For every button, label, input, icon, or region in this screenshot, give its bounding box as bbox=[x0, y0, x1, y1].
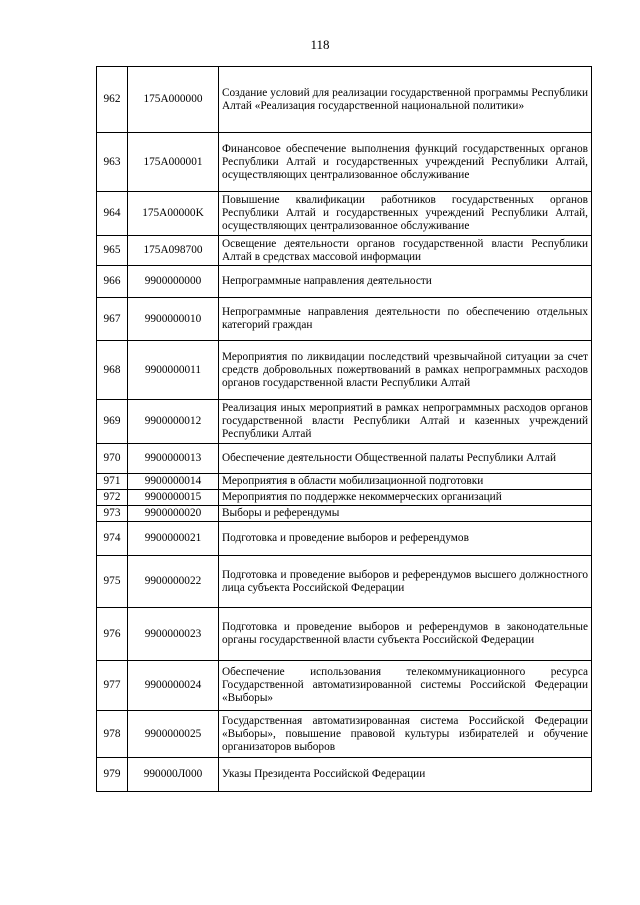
table-row bbox=[97, 341, 592, 400]
row-code: 9900000023 bbox=[128, 608, 219, 661]
budget-codes-table-body bbox=[97, 67, 592, 792]
row-code: 9900000011 bbox=[128, 341, 219, 400]
row-number: 969 bbox=[97, 400, 128, 444]
row-code: 9900000022 bbox=[128, 556, 219, 608]
row-code: 9900000025 bbox=[128, 711, 219, 758]
row-number: 970 bbox=[97, 444, 128, 474]
row-number: 965 bbox=[97, 236, 128, 266]
row-code: 9900000024 bbox=[128, 661, 219, 711]
row-number: 978 bbox=[97, 711, 128, 758]
row-number: 968 bbox=[97, 341, 128, 400]
row-name: Мероприятия по ликвидации последствий чрезвычайной ситуации за счет средств добровольных пожертвований в рамках непрограммных расходов органов государственной власти Республики Алтай bbox=[219, 341, 592, 400]
row-name: Государственная автоматизированная система Российской Федерации «Выборы», повышение правовой культуры избирателей и обучение организаторов выборов bbox=[219, 711, 592, 758]
row-code: 9900000010 bbox=[128, 298, 219, 341]
row-name: Подготовка и проведение выборов и референдумов в законодательные органы государственной власти субъекта Российской Федерации bbox=[219, 608, 592, 661]
row-name: Обеспечение деятельности Общественной палаты Республики Алтай bbox=[219, 444, 592, 474]
row-code: 9900000014 bbox=[128, 474, 219, 490]
row-code: 9900000020 bbox=[128, 506, 219, 522]
row-code: 175A000000 bbox=[128, 67, 219, 133]
row-name: Подготовка и проведение выборов и референдумов bbox=[219, 522, 592, 556]
row-code: 990000Л000 bbox=[128, 758, 219, 792]
row-number: 975 bbox=[97, 556, 128, 608]
budget-codes-table bbox=[96, 66, 592, 792]
row-number: 966 bbox=[97, 266, 128, 298]
row-name: Указы Президента Российской Федерации bbox=[219, 758, 592, 792]
row-number: 964 bbox=[97, 192, 128, 236]
row-name: Выборы и референдумы bbox=[219, 506, 592, 522]
table-row bbox=[97, 522, 592, 556]
row-name: Непрограммные направления деятельности по обеспечению отдельных категорий граждан bbox=[219, 298, 592, 341]
row-number: 962 bbox=[97, 67, 128, 133]
row-name: Повышение квалификации работников государственных органов Республики Алтай и государственных учреждений Республики Алтай, осуществляющих централизованное обслуживание bbox=[219, 192, 592, 236]
table-row bbox=[97, 192, 592, 236]
row-number: 977 bbox=[97, 661, 128, 711]
page-number: 118 bbox=[310, 37, 330, 52]
table-row bbox=[97, 758, 592, 792]
row-name: Финансовое обеспечение выполнения функций государственных органов Республики Алтай и государственных учреждений Республики Алтай, осуществляющих централизованное обслуживание bbox=[219, 133, 592, 192]
row-number: 967 bbox=[97, 298, 128, 341]
table-row bbox=[97, 133, 592, 192]
table-row bbox=[97, 661, 592, 711]
row-number: 973 bbox=[97, 506, 128, 522]
table-row bbox=[97, 556, 592, 608]
row-name: Непрограммные направления деятельности bbox=[219, 266, 592, 298]
table-row bbox=[97, 236, 592, 266]
row-code: 9900000013 bbox=[128, 444, 219, 474]
table-row bbox=[97, 298, 592, 341]
row-name: Освещение деятельности органов государственной власти Республики Алтай в средствах массовой информации bbox=[219, 236, 592, 266]
row-name: Подготовка и проведение выборов и референдумов высшего должностного лица субъекта Российской Федерации bbox=[219, 556, 592, 608]
table-row bbox=[97, 266, 592, 298]
row-name: Мероприятия в области мобилизационной подготовки bbox=[219, 474, 592, 490]
row-code: 9900000012 bbox=[128, 400, 219, 444]
row-code: 9900000015 bbox=[128, 490, 219, 506]
table-row bbox=[97, 490, 592, 506]
table-row bbox=[97, 711, 592, 758]
row-code: 175A00000K bbox=[128, 192, 219, 236]
row-number: 976 bbox=[97, 608, 128, 661]
row-name: Реализация иных мероприятий в рамках непрограммных расходов органов государственной власти Республики Алтай и казенных учреждений Республики Алтай bbox=[219, 400, 592, 444]
row-code: 175A000001 bbox=[128, 133, 219, 192]
row-number: 971 bbox=[97, 474, 128, 490]
row-number: 979 bbox=[97, 758, 128, 792]
table-row bbox=[97, 474, 592, 490]
table-row bbox=[97, 67, 592, 133]
row-code: 9900000000 bbox=[128, 266, 219, 298]
row-code: 175A098700 bbox=[128, 236, 219, 266]
table-row bbox=[97, 506, 592, 522]
row-name: Создание условий для реализации государственной программы Республики Алтай «Реализация государственной национальной политики» bbox=[219, 67, 592, 133]
table-row bbox=[97, 608, 592, 661]
table-row bbox=[97, 400, 592, 444]
row-number: 972 bbox=[97, 490, 128, 506]
row-name: Обеспечение использования телекоммуникационного ресурса Государственной автоматизированной системы Российской Федерации «Выборы» bbox=[219, 661, 592, 711]
row-name: Мероприятия по поддержке некоммерческих организаций bbox=[219, 490, 592, 506]
row-number: 974 bbox=[97, 522, 128, 556]
table-row bbox=[97, 444, 592, 474]
row-number: 963 bbox=[97, 133, 128, 192]
row-code: 9900000021 bbox=[128, 522, 219, 556]
